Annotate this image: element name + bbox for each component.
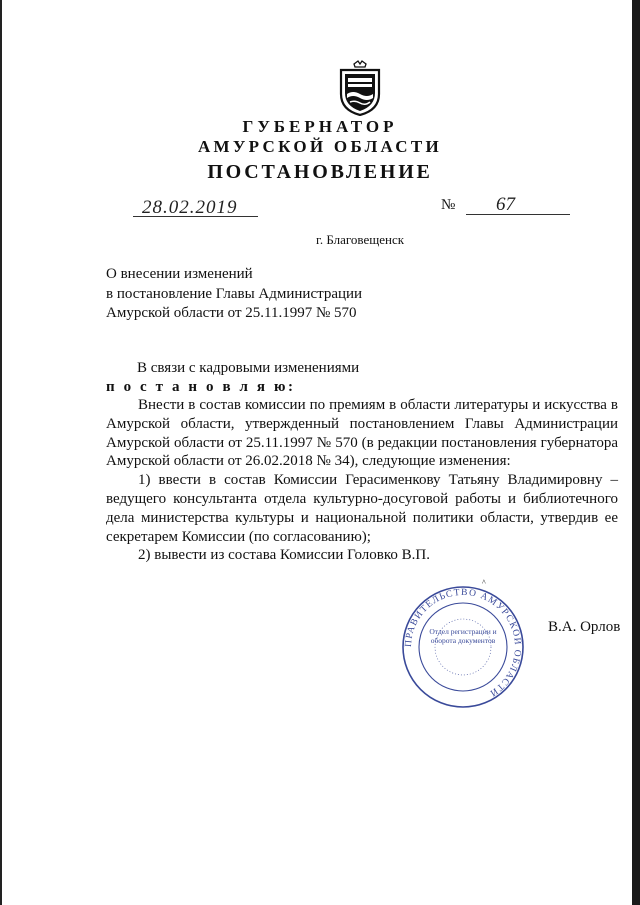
body-paragraphs [106,396,618,565]
document-number: 67 [496,194,515,215]
subject-line: О внесении изменений [106,266,253,282]
number-sign: № [441,197,456,213]
header-title-line2: АМУРСКОЙ ОБЛАСТИ [197,137,443,156]
date-underline [133,216,258,217]
stamp-outer-text: ПРАВИТЕЛЬСТВО АМУРСКОЙ ОБЛАСТИ [403,587,523,699]
stamp-inner-text: Отдел регистрации и оборота документов [429,628,497,645]
paragraph-item-2: 2) вывести из состава Комиссии Головко В.П. [138,547,430,564]
coat-of-arms-emblem [337,60,383,116]
intro-text: В связи с кадровыми изменениями [137,360,360,376]
stamp-tick-mark: ^ [482,578,486,587]
subject-line: Амурской области от 25.11.1997 № 570 [106,305,357,321]
signer-name: В.А. Орлов [548,619,621,635]
document-type-title: ПОСТАНОВЛЕНИЕ [207,161,433,183]
city-label: г. Благовещенск [315,232,405,247]
paragraph-main: Внести в состав комиссии по премиям в области литературы и искусства в Амурской области, утвержденный постановлением Главы Администрации Амурской области от 25.11.1997 № 570 (в редакции постановления губернатора Амурской области от 26.02.2018 № 34), следующие изменения: [106,397,618,470]
subject-line: в постановление Главы Администрации [106,285,363,302]
header-title-line1: ГУБЕРНАТОР [242,117,398,136]
document-date: 28.02.2019 [142,197,238,218]
official-stamp [400,584,526,710]
decree-word: п о с т а н о в л я ю: [106,379,296,395]
document-subject [106,265,362,324]
number-underline [466,214,570,215]
paragraph-item-1: 1) ввести в состав Комиссии Герасименкову Татьяну Владимировну – ведущего консультанта отдела культурно-досуговой работы и библиотечного дела министерства культуры и национальной политики области, утвердив ее секретарем Комиссии (по согласованию); [106,472,618,545]
